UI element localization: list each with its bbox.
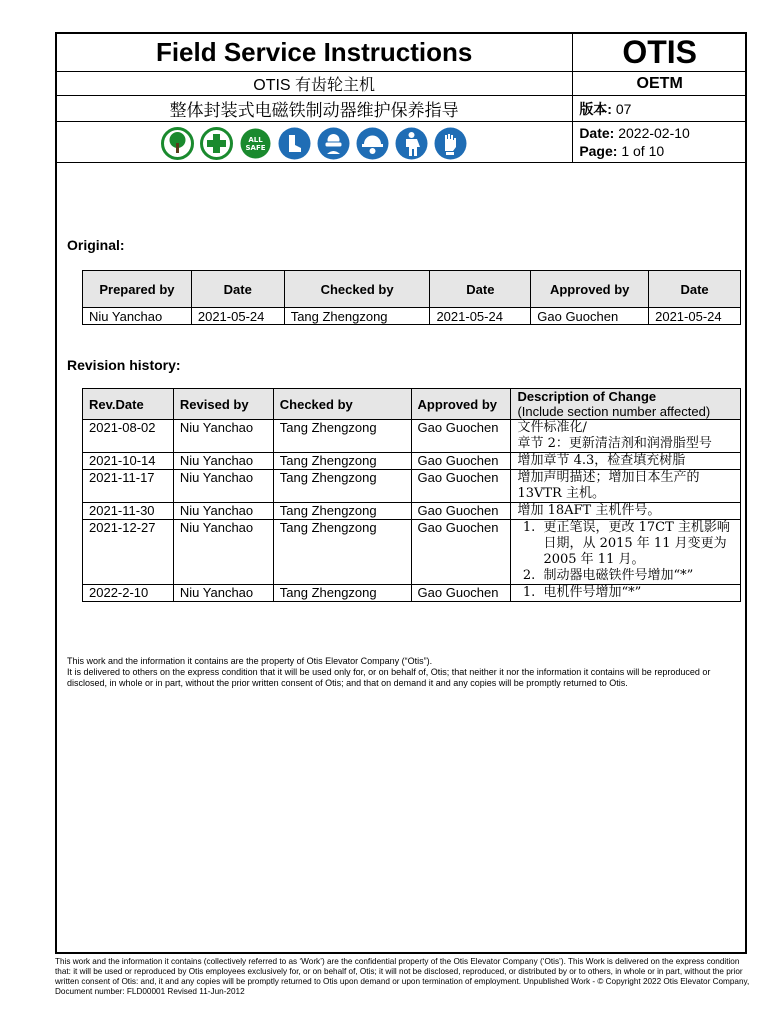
table-row: [83, 585, 741, 602]
cell-rev-date: 2021-10-14: [83, 453, 174, 470]
cell-checked-by: Tang Zhengzong: [284, 308, 430, 325]
col-approved-by: Approved by: [531, 271, 649, 308]
cell-description: [511, 420, 741, 453]
cell-revised-by: Niu Yanchao: [173, 453, 273, 470]
cell-rev-date: 2021-12-27: [83, 520, 174, 585]
cell-date: 2021-05-24: [191, 308, 284, 325]
cell-revised-by: Niu Yanchao: [173, 420, 273, 453]
cell-checked-by: Tang Zhengzong: [273, 453, 411, 470]
col-date: Date: [649, 271, 741, 308]
table-row: [83, 420, 741, 453]
first-aid-icon: [200, 127, 233, 160]
revision-header-row: [83, 389, 741, 420]
glove-icon: [434, 127, 467, 160]
col-date: Date: [191, 271, 284, 308]
cell-approved-by: Gao Guochen: [411, 503, 511, 520]
safety-boot-icon: [278, 127, 311, 160]
product-code: OETM: [573, 72, 747, 96]
cell-approved-by: Gao Guochen: [411, 520, 511, 585]
cell-rev-date: 2021-08-02: [83, 420, 174, 453]
cell-revised-by: Niu Yanchao: [173, 470, 273, 503]
cell-checked-by: Tang Zhengzong: [273, 520, 411, 585]
tree-icon: [161, 127, 194, 160]
original-header-row: [83, 271, 741, 308]
cell-checked-by: Tang Zhengzong: [273, 585, 411, 602]
col-description: [511, 389, 741, 420]
desc-line: 章节 2：更新清洁剂和润滑脂型号: [517, 436, 712, 451]
desc-line: 增加声明描述；增加日本生产的: [517, 470, 700, 485]
desc-header-title: Description of Change: [517, 389, 657, 404]
confidentiality-footer: This work and the information it contains (collectively referred to as ‘Work’) are the confidential property of the Otis Elevator Company (‘Otis’). This Work is delivered on the express condition that: it will be used or reproduced by Otis employees exclusively for, or on behalf of, Otis; it will not be disclosed, reproduced, or distributed by or to others, in whole or in part, without the prior written consent of Otis: and, it and any copies will be promptly returned to Otis upon demand or upon termination of employment. Unpublished Work - © Copyright 2022 Otis Elevator Company, Document number: FLD00001 Revised 11-Jun-2012: [55, 957, 750, 996]
col-approved-by: Approved by: [411, 389, 511, 420]
cell-prepared-by: Niu Yanchao: [83, 308, 192, 325]
col-date: Date: [430, 271, 531, 308]
cell-revised-by: Niu Yanchao: [173, 585, 273, 602]
cell-approved-by: Gao Guochen: [411, 453, 511, 470]
cell-rev-date: 2021-11-30: [83, 503, 174, 520]
date-page-cell: [573, 122, 747, 163]
safety-glasses-icon: [317, 127, 350, 160]
desc-list-item: 2. 制动器电磁铁件号增加“*”: [539, 568, 734, 584]
date-label: Date:: [579, 125, 615, 141]
desc-list-item: 1. 更正笔误，更改 17CT 主机影响日期，从 2015 年 11 月变更为 2005 年 11 月。: [539, 520, 734, 568]
cell-revised-by: Niu Yanchao: [173, 503, 273, 520]
cell-checked-by: Tang Zhengzong: [273, 470, 411, 503]
cell-date: 2021-05-24: [430, 308, 531, 325]
table-row: [83, 520, 741, 585]
col-checked-by: Checked by: [273, 389, 411, 420]
table-row: [83, 453, 741, 470]
date-value: 2022-02-10: [618, 125, 690, 141]
document-header: [55, 32, 747, 163]
document-title: Field Service Instructions: [56, 33, 573, 72]
cell-date: 2021-05-24: [649, 308, 741, 325]
property-notice-line2: It is delivered to others on the express condition that it will be used only for, or on behalf of, Otis; that neither it nor the information it contains will be reproduced or disclosed, in whole or in part, without the prior written consent of Otis; and that on demand it and any copies will be promptly returned to Otis.: [67, 667, 711, 688]
original-label: Original:: [67, 237, 125, 253]
cell-approved-by: Gao Guochen: [411, 585, 511, 602]
cell-rev-date: 2022-2-10: [83, 585, 174, 602]
version-label: 版本:: [579, 100, 612, 117]
cell-checked-by: Tang Zhengzong: [273, 503, 411, 520]
desc-header-note: (Include section number affected): [517, 404, 711, 419]
cell-revised-by: Niu Yanchao: [173, 520, 273, 585]
revision-table: [82, 388, 741, 602]
all-safe-icon: [239, 127, 272, 160]
desc-list-item: 1. 电机件号增加“*”: [539, 585, 734, 601]
property-notice: [67, 656, 727, 689]
col-revised-by: Revised by: [173, 389, 273, 420]
original-table: [82, 270, 741, 325]
cell-checked-by: Tang Zhengzong: [273, 420, 411, 453]
cell-description: [511, 470, 741, 503]
svg-text:ALL: ALL: [248, 135, 263, 144]
col-rev-date: Rev.Date: [83, 389, 174, 420]
page-value: 1 of 10: [621, 143, 665, 159]
cell-approved-by: Gao Guochen: [531, 308, 649, 325]
cell-description: 增加 18AFT 主机件号。: [511, 503, 741, 520]
doc-title-cn: 整体封装式电磁铁制动器维护保养指导: [56, 96, 573, 122]
cell-description: [511, 585, 741, 602]
page-label: Page:: [579, 143, 618, 159]
cell-description: 增加章节 4.3，检查填充树脂: [511, 453, 741, 470]
desc-line: 13VTR 主机。: [517, 486, 605, 501]
cell-description: [511, 520, 741, 585]
property-notice-line1: This work and the information it contains are the property of Otis Elevator Company (“Otis”).: [67, 656, 433, 666]
cell-approved-by: Gao Guochen: [411, 420, 511, 453]
col-checked-by: Checked by: [284, 271, 430, 308]
version-cell: [573, 96, 747, 122]
desc-line: 文件标准化/: [517, 420, 587, 435]
svg-text:SAFE: SAFE: [245, 143, 266, 152]
version-value: 07: [615, 100, 632, 117]
cell-rev-date: 2021-11-17: [83, 470, 174, 503]
table-row: [83, 503, 741, 520]
revision-history-label: Revision history:: [67, 357, 181, 373]
subtitle-cn: OTIS 有齿轮主机: [56, 72, 573, 96]
coverall-icon: [395, 127, 428, 160]
safety-icons-row: [56, 122, 573, 163]
otis-logo: OTIS: [573, 33, 747, 72]
table-row: [83, 308, 741, 325]
hard-hat-icon: [356, 127, 389, 160]
table-row: [83, 470, 741, 503]
col-prepared-by: Prepared by: [83, 271, 192, 308]
cell-approved-by: Gao Guochen: [411, 470, 511, 503]
